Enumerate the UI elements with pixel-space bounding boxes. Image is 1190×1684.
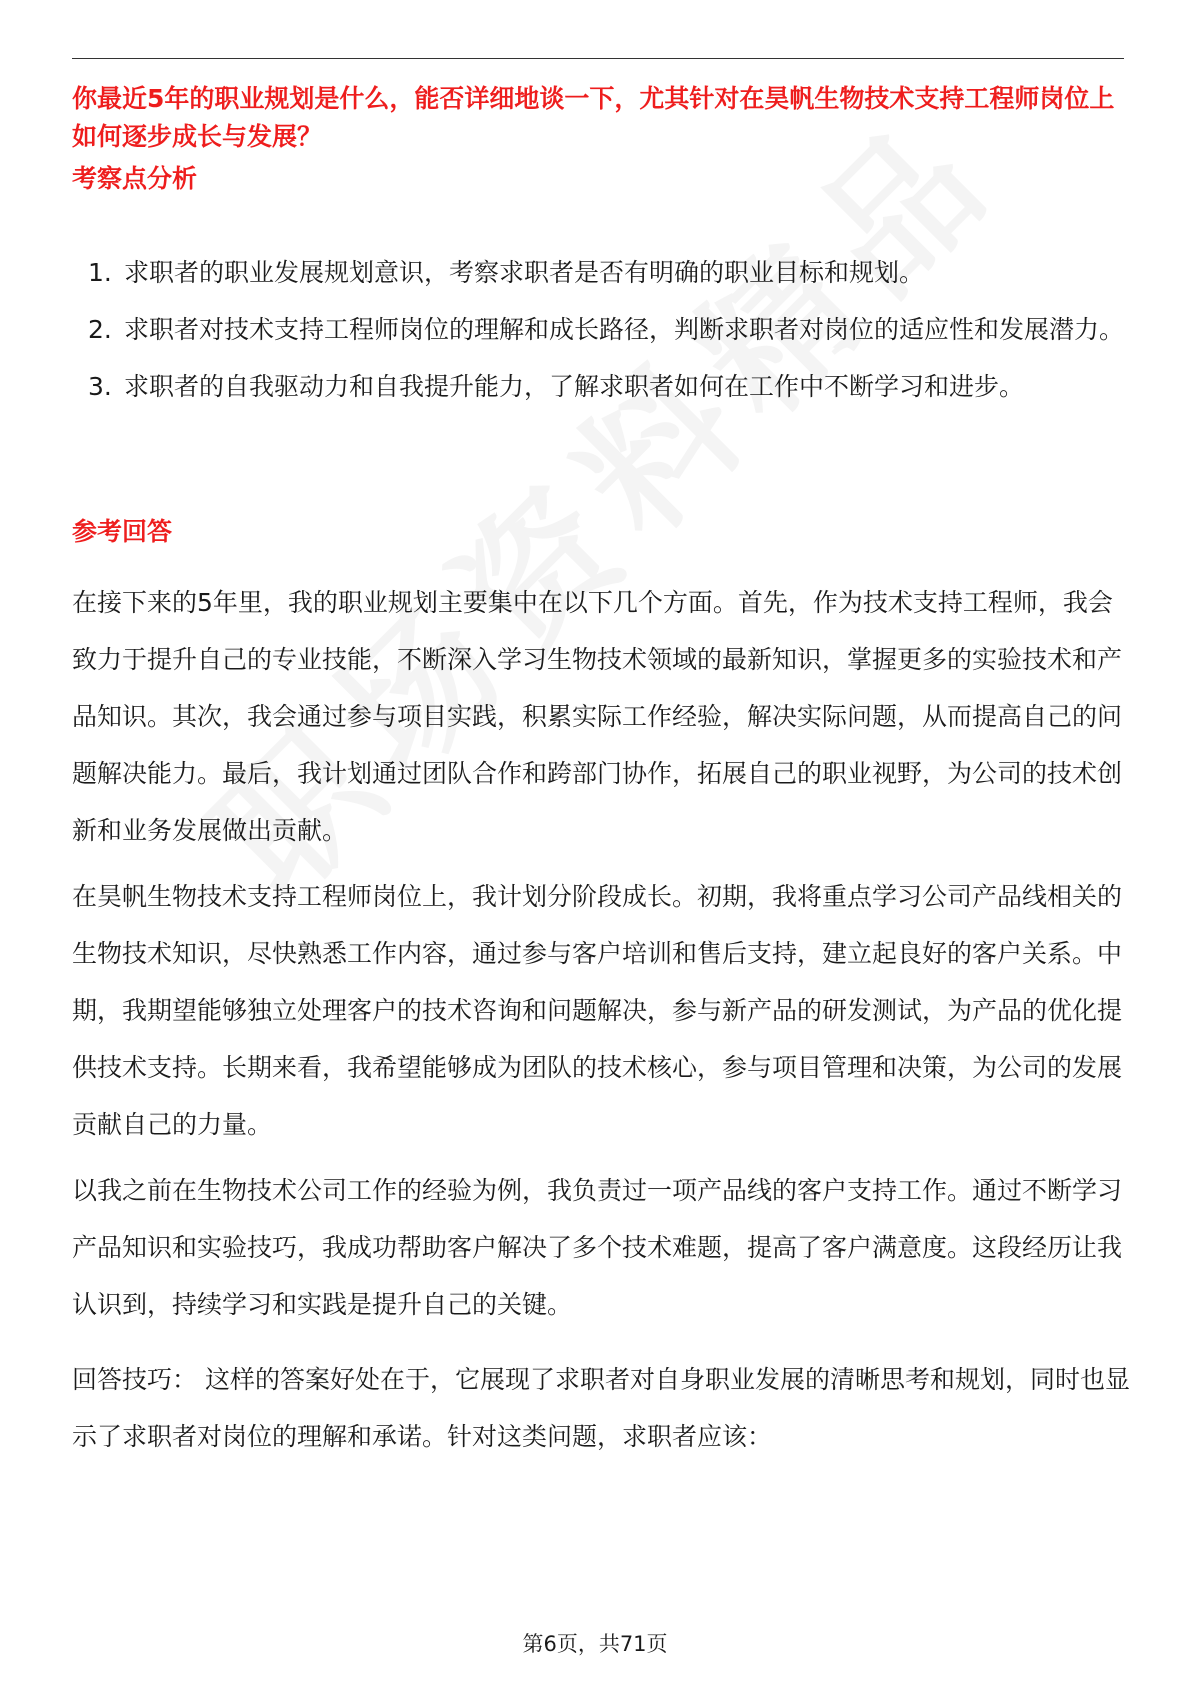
analysis-point (72, 358, 1132, 415)
interview-question: 你最近5年的职业规划是什么，能否详细地谈一下，尤其针对在昊帆生物技术支持工程师岗位上如何逐步成长与发展？ (72, 84, 1115, 151)
answer-tips-paragraph: 回答技巧： 这样的答案好处在于，它展现了求职者对自身职业发展的清晰思考和规划，同时也显示了求职者对岗位的理解和承诺。针对这类问题，求职者应该： (72, 1365, 1130, 1451)
point-text: 求职者对技术支持工程师岗位的理解和成长路径，判断求职者对岗位的适应性和发展潜力。 (124, 315, 1125, 344)
point-number: 3. (88, 372, 112, 401)
analysis-point (72, 244, 1132, 301)
page-number-footer: 第6页，共71页 (522, 1632, 668, 1656)
top-divider (72, 58, 1124, 59)
answer-paragraph: 在接下来的5年里，我的职业规划主要集中在以下几个方面。首先，作为技术支持工程师，我会致力于提升自己的专业技能，不断深入学习生物技术领域的最新知识，掌握更多的实验技术和产品知识。其次，我会通过参与项目实践，积累实际工作经验，解决实际问题，从而提高自己的问题解决能力。最后，我计划通过团队合作和跨部门协作，拓展自己的职业视野，为公司的技术创新和业务发展做出贡献。 (72, 588, 1123, 845)
answer-paragraph: 以我之前在生物技术公司工作的经验为例，我负责过一项产品线的客户支持工作。通过不断学习产品知识和实验技巧，我成功帮助客户解决了多个技术难题，提高了客户满意度。这段经历让我认识到，持续学习和实践是提升自己的关键。 (72, 1176, 1123, 1319)
analysis-points-list (72, 244, 1132, 415)
point-number: 1. (88, 258, 112, 287)
answer-paragraph: 在昊帆生物技术支持工程师岗位上，我计划分阶段成长。初期，我将重点学习公司产品线相关的生物技术知识，尽快熟悉工作内容，通过参与客户培训和售后支持，建立起良好的客户关系。中期，我期望能够独立处理客户的技术咨询和问题解决，参与新产品的研发测试，为产品的优化提供技术支持。长期来看，我希望能够成为团队的技术核心，参与项目管理和决策，为公司的发展贡献自己的力量。 (72, 882, 1123, 1139)
analysis-point (72, 301, 1132, 358)
point-text: 求职者的自我驱动力和自我提升能力，了解求职者如何在工作中不断学习和进步。 (124, 372, 1025, 401)
point-number: 2. (88, 315, 112, 344)
analysis-heading: 考察点分析 (72, 164, 198, 193)
answer-heading: 参考回答 (72, 517, 173, 546)
point-text: 求职者的职业发展规划意识，考察求职者是否有明确的职业目标和规划。 (124, 258, 925, 287)
